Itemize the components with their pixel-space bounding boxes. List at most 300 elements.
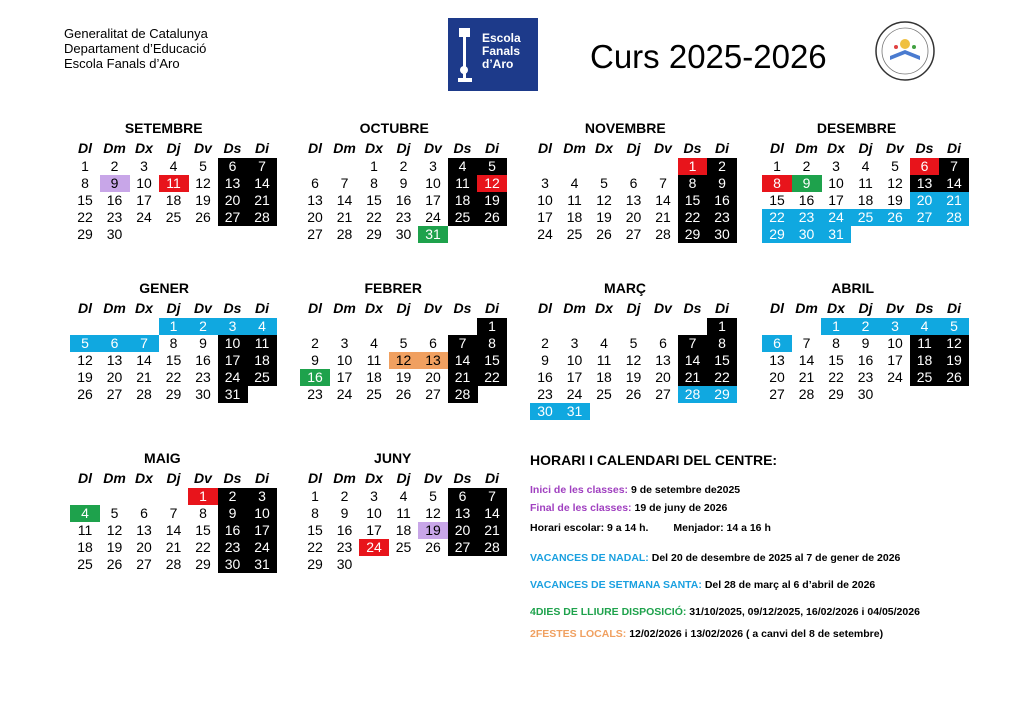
weekday-header: Dj — [626, 300, 641, 316]
calendar-day: 3 — [832, 158, 840, 174]
calendar-day: 4 — [81, 505, 89, 521]
weekday-header: Dv — [194, 300, 212, 316]
calendar-day: 1 — [773, 158, 781, 174]
month-name: DESEMBRE — [816, 120, 897, 136]
calendar-day: 13 — [916, 175, 933, 191]
calendar-day: 24 — [425, 209, 441, 225]
weekday-header: Dm — [333, 470, 356, 486]
calendar-day: 20 — [769, 369, 785, 385]
logo-text: Escola Fanals d’Aro — [482, 31, 521, 71]
calendar-day: 7 — [488, 488, 496, 504]
calendar-day: 25 — [366, 386, 382, 402]
calendar-day: 29 — [828, 386, 844, 402]
calendar-day: 10 — [887, 335, 903, 351]
calendar-day: 31 — [254, 556, 270, 572]
calendar-day: 3 — [429, 158, 437, 174]
calendar-day: 9 — [861, 335, 870, 351]
calendar-day: 20 — [916, 192, 933, 208]
weekday-header: Dl — [308, 470, 322, 486]
calendar-day: 14 — [254, 175, 270, 191]
calendar-day: 16 — [395, 192, 412, 208]
easter-value: Del 28 de març al 6 d’abril de 2026 — [704, 579, 876, 591]
calendar-day: 3 — [570, 335, 579, 351]
hours-line — [530, 522, 771, 534]
calendar-day: 29 — [684, 226, 701, 242]
calendar-day: 9 — [199, 335, 207, 351]
calendar-day: 11 — [77, 522, 93, 538]
calendar-day: 2 — [110, 158, 119, 174]
weekday-header: Ds — [223, 470, 242, 486]
calendar-day: 16 — [307, 369, 323, 385]
calendar-day: 10 — [254, 505, 270, 521]
weekday-header: Dm — [563, 140, 586, 156]
calendar-day: 14 — [946, 175, 962, 191]
calendar-day: 16 — [714, 192, 730, 208]
calendar-day: 2 — [399, 158, 408, 174]
calendar-day: 24 — [336, 386, 353, 402]
calendar-day: 12 — [195, 175, 211, 191]
calendar-day: 27 — [136, 556, 152, 572]
calendar-day: 21 — [946, 192, 962, 208]
weekday-header: Dx — [827, 300, 845, 316]
weekday-header: Dm — [333, 300, 356, 316]
calendar-day: 7 — [140, 335, 148, 351]
calendar-day: 9 — [718, 175, 726, 191]
calendar-day: 18 — [165, 192, 182, 208]
calendar-day: 24 — [828, 209, 844, 225]
calendar-day: 15 — [769, 192, 785, 208]
weekday-header: Dl — [308, 140, 322, 156]
school-seal-icon — [874, 20, 936, 82]
calendar-day: 28 — [484, 539, 500, 555]
calendar-day: 24 — [566, 386, 583, 402]
weekday-header: Dv — [654, 300, 672, 316]
calendar-day: 1 — [311, 488, 319, 504]
calendar-day: 16 — [537, 369, 553, 385]
calendar-day: 31 — [828, 226, 844, 242]
weekday-header: Di — [715, 140, 729, 156]
weekday-header: Dl — [538, 140, 552, 156]
calendar-day: 19 — [425, 522, 441, 538]
weekday-header: Ds — [453, 470, 472, 486]
start-value: 9 de setembre de2025 — [630, 484, 741, 496]
calendar-day: 22 — [484, 369, 500, 385]
calendar-day: 11 — [917, 335, 932, 351]
calendar-day: 30 — [106, 226, 123, 242]
calendar-day: 1 — [488, 318, 496, 334]
calendar-day: 14 — [655, 192, 671, 208]
calendar-day: 13 — [769, 352, 785, 368]
calendar-day: 6 — [228, 158, 237, 174]
calendar-day: 15 — [684, 192, 701, 208]
calendar-day: 17 — [828, 192, 844, 208]
calendar-day: 8 — [718, 335, 726, 351]
calendar-day: 28 — [254, 209, 270, 225]
calendar-day: 22 — [77, 209, 93, 225]
calendar-day: 7 — [169, 505, 178, 521]
weekday-header: Dv — [194, 140, 212, 156]
weekday-header: Dx — [595, 140, 613, 156]
weekday-header: Dm — [795, 140, 818, 156]
calendar-day: 9 — [110, 175, 119, 191]
calendar-day: 4 — [370, 335, 378, 351]
calendar-day: 6 — [311, 175, 319, 191]
calendar-day: 5 — [429, 488, 437, 504]
calendar-day: 10 — [366, 505, 382, 521]
calendar-day: 3 — [340, 335, 349, 351]
weekday-header: Dv — [424, 470, 442, 486]
calendar-day: 25 — [454, 209, 471, 225]
calendar-day: 8 — [199, 505, 207, 521]
calendar-day: 12 — [395, 352, 412, 368]
institution-block — [64, 26, 208, 71]
calendar-day: 6 — [659, 335, 667, 351]
weekday-header: Dx — [135, 470, 153, 486]
institution-line: Generalitat de Catalunya — [64, 26, 208, 41]
calendar-day: 28 — [655, 226, 671, 242]
calendar-day: 25 — [165, 209, 182, 225]
calendar-day: 2 — [718, 158, 726, 174]
calendar-day: 31 — [566, 403, 583, 419]
calendar-day: 14 — [165, 522, 182, 538]
lunch-text: Menjador: 14 a 16 h — [673, 522, 771, 534]
calendar-day: 21 — [136, 369, 152, 385]
free-days-line — [530, 606, 920, 618]
calendar-day: 26 — [106, 556, 123, 572]
calendar-day: 3 — [541, 175, 549, 191]
calendar-day: 5 — [950, 318, 958, 334]
institution-line: Departament d’Educació — [64, 41, 207, 56]
calendar-day: 18 — [254, 352, 270, 368]
end-value: 19 de juny de 2026 — [634, 502, 728, 514]
month-name: ABRIL — [831, 280, 875, 296]
weekday-header: Dl — [770, 140, 784, 156]
weekday-header: Dv — [654, 140, 672, 156]
calendar-day: 27 — [916, 209, 933, 225]
calendar-day: 12 — [484, 175, 500, 191]
free-days-label: 4DIES DE LLIURE DISPOSICIÓ: — [530, 606, 687, 618]
calendar-day: 8 — [311, 505, 319, 521]
calendar-day: 7 — [950, 158, 958, 174]
calendar-day: 4 — [458, 158, 467, 174]
weekday-header: Dm — [563, 300, 586, 316]
calendar-day: 23 — [857, 369, 874, 385]
calendar-day: 25 — [916, 369, 933, 385]
calendar-day: 12 — [625, 352, 642, 368]
calendar-day: 22 — [828, 369, 844, 385]
calendar-day: 15 — [165, 352, 182, 368]
calendar-day: 18 — [77, 539, 93, 555]
easter-label: VACANCES DE SETMANA SANTA: — [530, 579, 702, 591]
calendar-day: 11 — [366, 352, 382, 368]
calendar-day: 2 — [861, 318, 870, 334]
school-logo — [448, 18, 538, 91]
calendar-day: 14 — [336, 192, 353, 208]
calendar-day: 11 — [455, 175, 470, 191]
weekday-header: Di — [485, 300, 499, 316]
weekday-header: Dx — [827, 140, 845, 156]
calendar-day: 29 — [77, 226, 93, 242]
weekday-header: Ds — [223, 140, 242, 156]
calendar-day: 6 — [429, 335, 437, 351]
calendar-day: 17 — [566, 369, 583, 385]
calendar-day: 20 — [625, 209, 642, 225]
calendar-day: 25 — [857, 209, 874, 225]
weekday-header: Dj — [166, 470, 181, 486]
calendar-day: 27 — [106, 386, 123, 402]
calendar-day: 6 — [110, 335, 119, 351]
hours-text: Horari escolar: 9 a 14 h. — [530, 522, 649, 534]
calendar-day: 16 — [106, 192, 123, 208]
calendar-day: 30 — [714, 226, 730, 242]
calendar-day: 12 — [106, 522, 123, 538]
local-holidays-value: 12/02/2026 i 13/02/2026 ( a canvi del 8 de setembre) — [629, 628, 884, 640]
calendar-day: 1 — [370, 158, 378, 174]
month-name: SETEMBRE — [124, 120, 203, 136]
weekday-header: Dj — [396, 470, 411, 486]
calendar-day: 15 — [828, 352, 844, 368]
calendar-day: 12 — [946, 335, 962, 351]
weekday-header: Dv — [194, 470, 212, 486]
weekday-header: Dx — [135, 140, 153, 156]
calendar-day: 26 — [484, 209, 500, 225]
calendar-day: 10 — [336, 352, 353, 368]
calendar-day: 23 — [195, 369, 211, 385]
calendar-day: 27 — [307, 226, 323, 242]
calendar-day: 22 — [714, 369, 730, 385]
weekday-header: Di — [255, 300, 269, 316]
calendar-day: 26 — [395, 386, 412, 402]
page-header — [0, 0, 1024, 110]
calendar-day: 30 — [857, 386, 874, 402]
calendar-day: 25 — [254, 369, 270, 385]
calendar-day: 23 — [224, 539, 241, 555]
calendar-day: 22 — [307, 539, 323, 555]
calendar-day: 14 — [798, 352, 815, 368]
month-name: MARÇ — [604, 280, 647, 296]
calendar-day: 31 — [425, 226, 441, 242]
calendar-day: 15 — [714, 352, 730, 368]
calendar-day: 28 — [336, 226, 353, 242]
start-line — [530, 484, 740, 496]
calendar-day: 7 — [340, 175, 349, 191]
month-name: GENER — [139, 280, 190, 296]
calendar-day: 31 — [224, 386, 241, 402]
month-name: OCTUBRE — [359, 120, 429, 136]
local-holidays-label: 2FESTES LOCALS: — [530, 628, 627, 640]
weekday-header: Ds — [223, 300, 242, 316]
end-line — [530, 502, 727, 514]
calendar-day: 17 — [136, 192, 152, 208]
weekday-header: Dm — [103, 140, 126, 156]
calendar-day: 28 — [946, 209, 962, 225]
weekday-header: Ds — [453, 300, 472, 316]
calendar-day: 1 — [199, 488, 207, 504]
calendar-day: 19 — [484, 192, 500, 208]
calendar-day: 30 — [336, 556, 353, 572]
calendar-day: 20 — [136, 539, 152, 555]
month-name: NOVEMBRE — [584, 120, 666, 136]
calendar-day: 10 — [828, 175, 844, 191]
calendar-day: 20 — [454, 522, 471, 538]
calendar-day: 16 — [195, 352, 211, 368]
calendar-day: 4 — [169, 158, 178, 174]
calendar-day: 26 — [596, 226, 612, 242]
weekday-header: Dl — [770, 300, 784, 316]
calendar-day: 13 — [136, 522, 152, 538]
weekday-header: Ds — [915, 300, 934, 316]
weekday-header: Dl — [308, 300, 322, 316]
calendar-day: 17 — [224, 352, 241, 368]
weekday-header: Ds — [683, 140, 702, 156]
calendar-day: 1 — [832, 318, 840, 334]
calendar-day: 19 — [77, 369, 93, 385]
calendar-day: 7 — [659, 175, 667, 191]
calendar-day: 9 — [399, 175, 408, 191]
calendar-day: 8 — [370, 175, 378, 191]
calendar-day: 28 — [798, 386, 815, 402]
weekday-header: Dj — [396, 300, 411, 316]
calendar-day: 20 — [106, 369, 123, 385]
page-title: Curs 2025-2026 — [590, 38, 827, 75]
weekday-header: Dv — [424, 140, 442, 156]
calendar-day: 21 — [336, 209, 353, 225]
calendar-day: 24 — [224, 369, 241, 385]
calendar-day: 26 — [887, 209, 903, 225]
xmas-value: Del 20 de desembre de 2025 al 7 de gener de 2026 — [651, 552, 901, 564]
calendar-day: 28 — [684, 386, 701, 402]
calendar-day: 13 — [307, 192, 323, 208]
calendar-day: 27 — [769, 386, 785, 402]
calendar-day: 13 — [106, 352, 123, 368]
calendar-day: 21 — [254, 192, 270, 208]
end-label: Final de les classes: — [530, 502, 632, 514]
calendar-day: 19 — [195, 192, 211, 208]
calendar-day: 3 — [370, 488, 378, 504]
calendar-day: 16 — [857, 352, 874, 368]
calendar-day: 19 — [395, 369, 412, 385]
calendar-day: 29 — [366, 226, 382, 242]
calendar-day: 7 — [688, 335, 697, 351]
weekday-header: Di — [947, 140, 961, 156]
calendar-day: 19 — [596, 209, 612, 225]
calendar-day: 8 — [688, 175, 697, 191]
calendar-day: 29 — [165, 386, 182, 402]
month-name: JUNY — [374, 450, 412, 466]
calendar-day: 11 — [596, 352, 612, 368]
calendar-day: 10 — [224, 335, 241, 351]
weekday-header: Dl — [78, 300, 92, 316]
calendar-day: 22 — [195, 539, 211, 555]
calendar-day: 20 — [425, 369, 441, 385]
weekday-header: Dx — [365, 140, 383, 156]
start-label: Inici de les classes: — [530, 484, 629, 496]
calendar-day: 7 — [258, 158, 266, 174]
calendar-day: 20 — [655, 369, 671, 385]
weekday-header: Di — [715, 300, 729, 316]
calendar-day: 25 — [395, 539, 412, 555]
calendar-day: 23 — [307, 386, 323, 402]
weekday-header: Dm — [333, 140, 356, 156]
calendar-day: 23 — [395, 209, 412, 225]
calendar-day: 5 — [399, 335, 408, 351]
calendar-day: 12 — [77, 352, 93, 368]
calendar-day: 17 — [336, 369, 353, 385]
calendar-day: 19 — [106, 539, 123, 555]
calendar-day: 1 — [688, 158, 697, 174]
calendar-day: 22 — [366, 209, 382, 225]
calendar-day: 25 — [77, 556, 93, 572]
weekday-header: Di — [485, 470, 499, 486]
weekday-header: Dj — [166, 140, 181, 156]
calendar-day: 17 — [537, 209, 553, 225]
calendar-day: 17 — [366, 522, 382, 538]
calendar-day: 20 — [224, 192, 241, 208]
calendar-day: 5 — [488, 158, 496, 174]
calendar-day: 14 — [136, 352, 152, 368]
calendar-day: 16 — [224, 522, 241, 538]
free-days-value: 31/10/2025, 09/12/2025, 16/02/2026 i 04/05/2026 — [689, 606, 920, 618]
calendar-day: 1 — [169, 318, 178, 334]
calendar-day: 10 — [425, 175, 441, 191]
weekday-header: Di — [947, 300, 961, 316]
calendar-day: 29 — [195, 556, 211, 572]
calendar-day: 9 — [228, 505, 237, 521]
calendar-day: 24 — [366, 539, 382, 555]
calendar-day: 27 — [655, 386, 671, 402]
calendar-day: 1 — [81, 158, 89, 174]
calendar-day: 2 — [228, 488, 237, 504]
xmas-label: VACANCES DE NADAL: — [530, 552, 649, 564]
calendar-day: 18 — [566, 209, 583, 225]
calendar-day: 5 — [600, 175, 608, 191]
calendar-day: 4 — [920, 318, 929, 334]
calendar-day: 4 — [600, 335, 608, 351]
calendar-day: 8 — [488, 335, 496, 351]
calendar-day: 2 — [199, 318, 207, 334]
calendar-day: 23 — [714, 209, 730, 225]
calendar-day: 30 — [798, 226, 815, 242]
calendar-day: 15 — [484, 352, 500, 368]
calendar-day: 5 — [891, 158, 899, 174]
calendar-day: 13 — [425, 352, 441, 368]
weekday-header: Dj — [396, 140, 411, 156]
weekday-header: Ds — [453, 140, 472, 156]
calendar-day: 30 — [537, 403, 553, 419]
weekday-header: Dl — [78, 140, 92, 156]
calendar-day: 23 — [106, 209, 123, 225]
calendar-day: 26 — [195, 209, 211, 225]
weekday-header: Dj — [166, 300, 181, 316]
weekday-header: Dx — [595, 300, 613, 316]
weekday-header: Di — [485, 140, 499, 156]
calendar-day: 19 — [887, 192, 903, 208]
calendar-day: 8 — [773, 175, 781, 191]
weekday-header: Dj — [626, 140, 641, 156]
calendar-day: 29 — [769, 226, 785, 242]
local-holidays-line — [530, 628, 883, 640]
calendar-day: 24 — [254, 539, 270, 555]
calendar-day: 21 — [484, 522, 500, 538]
calendar-day: 10 — [136, 175, 152, 191]
calendar-day: 10 — [566, 352, 583, 368]
street-lamp-icon — [456, 26, 474, 84]
calendar-day: 29 — [714, 386, 730, 402]
calendar-day: 13 — [454, 505, 471, 521]
calendar-day: 5 — [110, 505, 119, 521]
calendar-day: 19 — [625, 369, 642, 385]
calendar-day: 30 — [395, 226, 412, 242]
